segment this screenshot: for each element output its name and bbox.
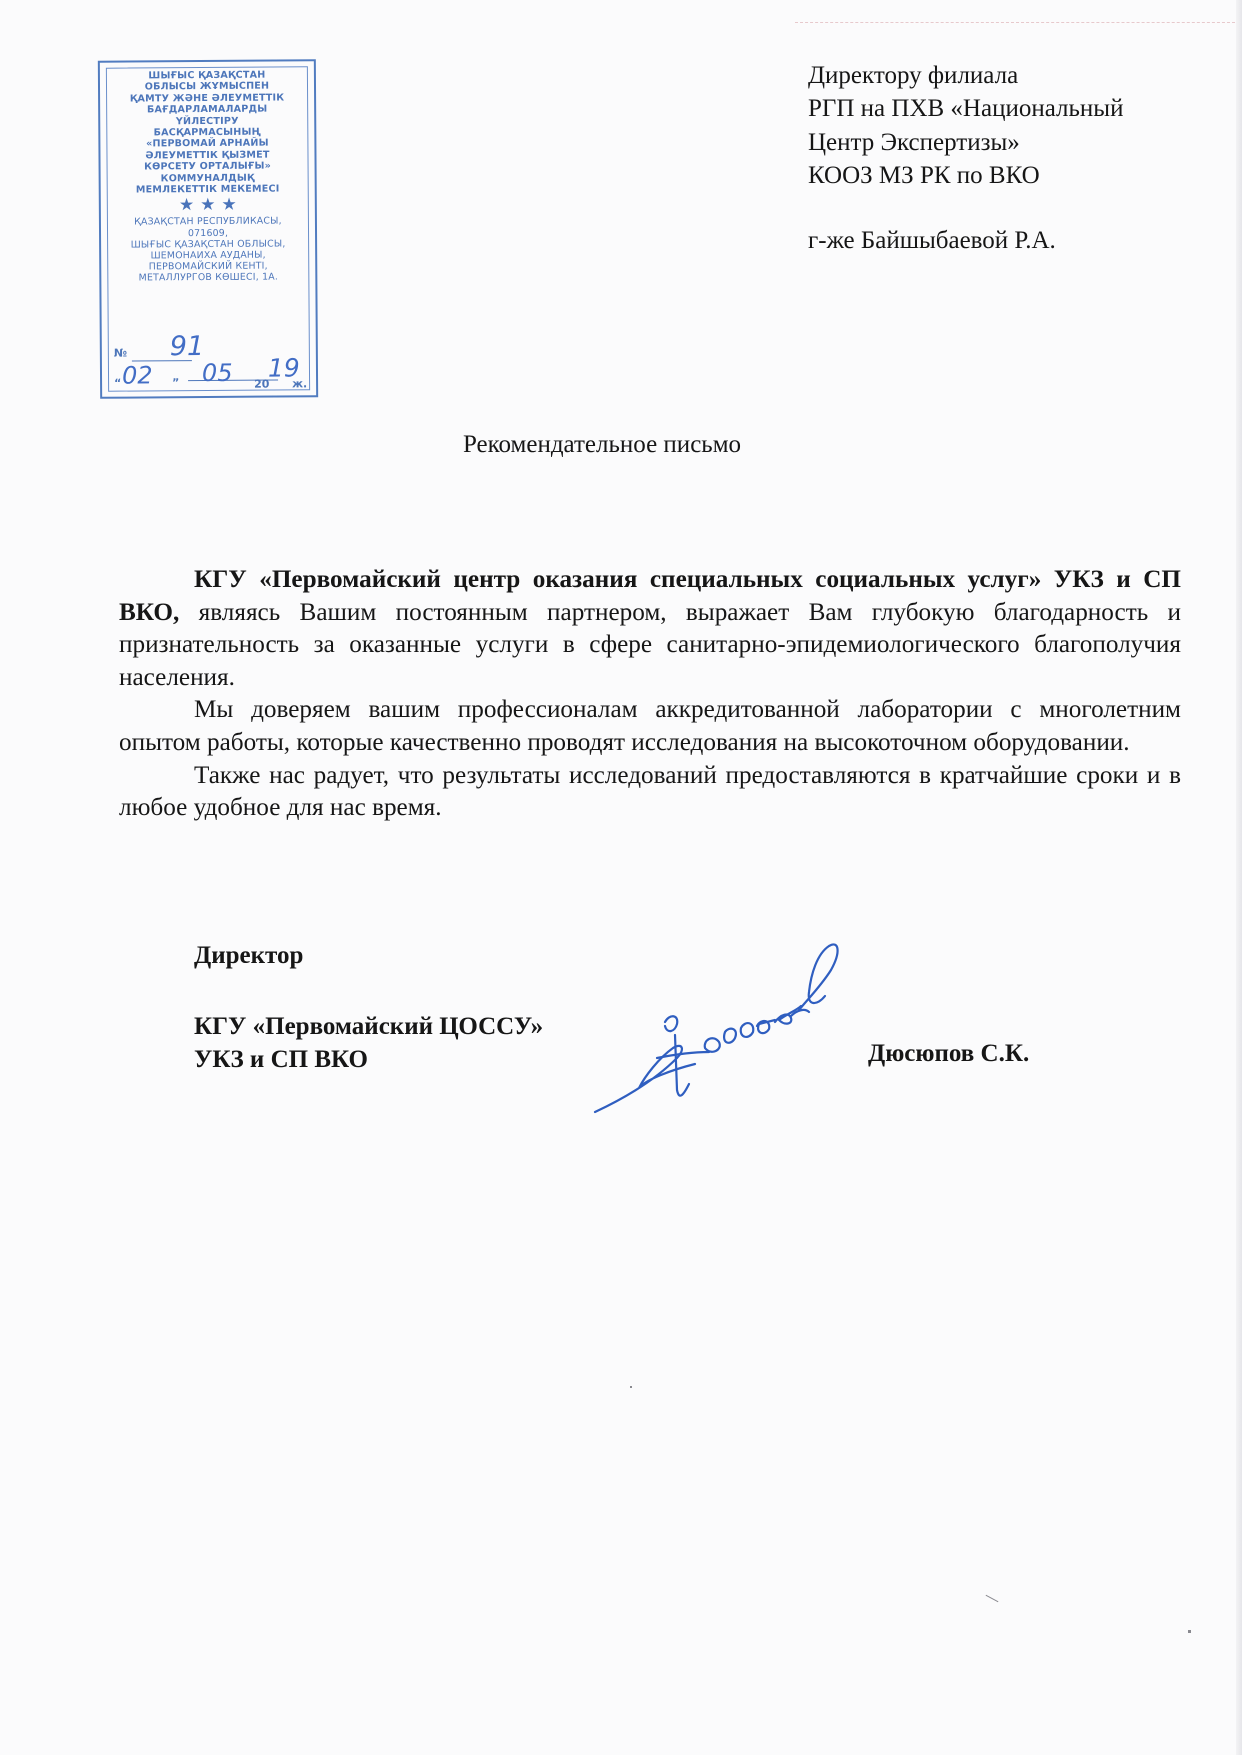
stamp-line: БАҒДАРЛАМАЛАРДЫ: [146, 103, 268, 116]
stamp-address-line: МЕТАЛЛУРГОВ КӨШЕСІ, 1А.: [138, 271, 279, 284]
paragraph-text: являясь Вашим постоянным партнером, выражает Вам глубокую благодарность и признательность за оказанные услуги в сфере санитарно-эпидемиологического благополучия населения.: [119, 598, 1181, 691]
stamp-date-month: 05: [201, 358, 233, 388]
stamp-line: ҚАМТУ ЖӘНЕ ӘЛЕУМЕТТІК: [129, 92, 285, 105]
letter-body: [119, 564, 1181, 825]
stamp-stars-icon: ★★★: [178, 195, 243, 216]
signatory-organization: [194, 1010, 543, 1076]
stamp-address-line: ҚАЗАҚСТАН РЕСПУБЛИКАСЫ,: [134, 215, 282, 228]
addressee-line: Директору филиала: [808, 62, 1019, 89]
stamp-number-value: 91: [169, 331, 205, 363]
letter-title-text: Рекомендательное письмо: [462, 431, 742, 458]
stamp-address-line: 071609,: [187, 227, 229, 239]
addressee-line: РГП на ПХВ «Национальный: [808, 95, 1124, 123]
stamp-address: [107, 216, 309, 285]
scan-speck: [986, 1595, 999, 1602]
scan-speck: [630, 1386, 632, 1388]
stamp-date-century: 20: [254, 377, 270, 391]
stamp-quote-open: “: [114, 376, 122, 390]
stamp-date-day: 02: [121, 361, 153, 390]
stamp-line: МЕМЛЕКЕТТІК МЕКЕМЕСІ: [135, 183, 280, 196]
stamp-address-line: ШЫҒЫС ҚАЗАҚСТАН ОБЛЫСЫ,: [130, 238, 286, 251]
stamp-line: ШЫҒЫС ҚАЗАҚСТАН: [148, 69, 266, 82]
signatory-org-line: КГУ «Первомайский ЦОССУ»: [194, 1013, 544, 1040]
stamp-quote-close: ”: [172, 376, 180, 390]
stamp-line: ҮЙЛЕСТІРУ: [175, 115, 239, 127]
page-edge: [1236, 0, 1242, 1755]
addressee-block: [808, 59, 1123, 193]
stamp-line: ӘЛЕУМЕТТІК ҚЫЗМЕТ: [145, 149, 270, 162]
stamp-line: «ПЕРВОМАЙ АРНАЙЫ: [146, 138, 269, 150]
stamp-line: КОММУНАЛДЫҚ: [160, 172, 255, 184]
signatory-org-line: УКЗ и СП ВКО: [194, 1046, 368, 1073]
addressee-line: КООЗ МЗ РК по ВКО: [808, 162, 1040, 190]
stamp-number-label: №: [113, 346, 128, 360]
stamp-line: БАСҚАРМАСЫНЫҢ: [153, 126, 262, 139]
signatory-title: Директор: [194, 942, 304, 969]
letter-title: [0, 430, 1242, 460]
stamp-date-year: 19: [267, 353, 300, 383]
paragraph-results: Также нас радует, что результаты исследований предоставляются в кратчайшие сроки и в любое удобное для нас время.: [119, 761, 1181, 822]
handwritten-signature: [585, 930, 875, 1130]
stamp-address-line: ШЕМОНАИХА АУДАНЫ,: [150, 249, 266, 262]
addressee-line: Центр Экспертизы»: [808, 128, 1020, 156]
signatory-name: Дюсюпов С.К.: [868, 1040, 1030, 1067]
stamp-text: [106, 69, 309, 284]
paragraph-gratitude: [119, 564, 1181, 694]
stamp-line: КӨРСЕТУ ОРТАЛЫҒЫ»: [144, 160, 272, 173]
scan-artifact-line: [795, 22, 1235, 23]
addressee-name: г-же Байшыбаевой Р.А.: [808, 227, 1056, 254]
organization-name: КГУ «Первомайский центр оказания специальных социальных услуг» УКЗ и СП ВКО,: [119, 566, 1181, 626]
stamp-date-suffix: ж.: [292, 377, 308, 391]
stamp-address-line: ПЕРВОМАЙСКИЙ КЕНТІ,: [148, 260, 268, 273]
registration-stamp: [98, 59, 318, 399]
paragraph-trust: Мы доверяем вашим профессионалам аккредитованной лаборатории с многолетним опытом работы, которые качественно проводят исследования на высокоточном оборудовании.: [119, 696, 1181, 756]
stamp-line: ОБЛЫСЫ ЖҰМЫСПЕН: [144, 80, 270, 93]
scan-speck: [1188, 1630, 1191, 1633]
